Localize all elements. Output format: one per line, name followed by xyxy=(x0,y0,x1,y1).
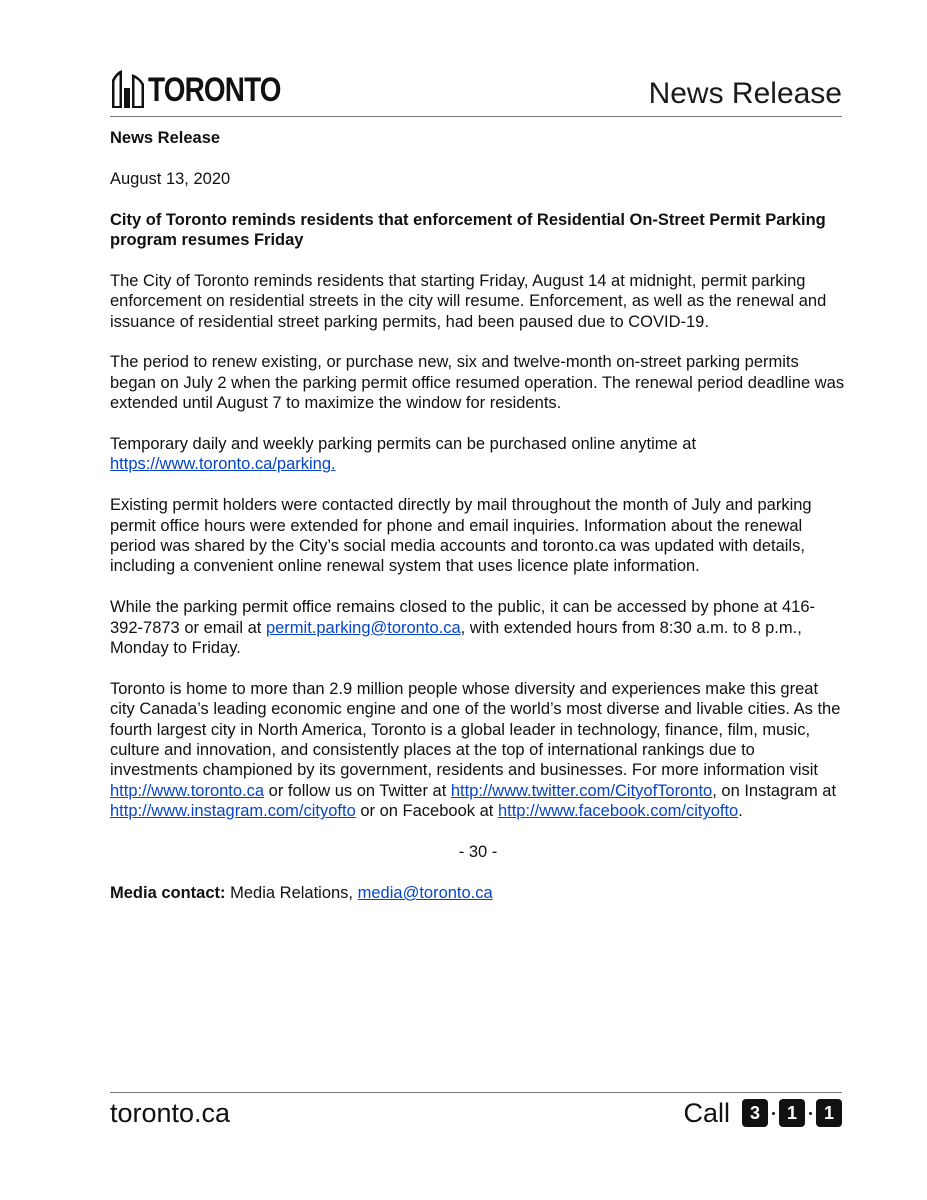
instagram-link[interactable]: http://www.instagram.com/cityofto xyxy=(110,802,356,821)
dot-separator-icon xyxy=(809,1112,812,1115)
paragraph-3-text: Temporary daily and weekly parking permits can be purchased online anytime at xyxy=(110,435,697,454)
footer-divider xyxy=(110,1092,842,1093)
paragraph-3 xyxy=(110,434,846,475)
footer-site: toronto.ca xyxy=(110,1098,231,1128)
media-contact xyxy=(110,883,846,903)
parking-link[interactable]: https://www.toronto.ca/parking. xyxy=(110,455,336,474)
toronto-logo xyxy=(110,62,310,108)
paragraph-5 xyxy=(110,597,846,658)
facebook-link[interactable]: http://www.facebook.com/cityofto xyxy=(497,802,739,821)
paragraph-6-text-c: , on Instagram at xyxy=(712,781,837,800)
release-label: News Release xyxy=(110,129,221,147)
call-311-badge xyxy=(683,1096,842,1130)
release-date: August 13, 2020 xyxy=(110,169,231,188)
call-digit-1: 3 xyxy=(742,1099,768,1127)
header-divider xyxy=(110,116,842,117)
call-digit-3: 1 xyxy=(816,1099,842,1127)
paragraph-1: The City of Toronto reminds residents that starting Friday, August 14 at midnight, permit parking enforcement on residential streets in the city will resume. Enforcement, as well as the renewal and issuance of residential street parking permits, had been paused due to COVID-19. xyxy=(110,271,827,331)
paragraph-4: Existing permit holders were contacted directly by mail throughout the month of July and parking permit office hours were extended for phone and email inquiries. Information about the renewal period was shared by the City’s social media accounts and toronto.ca was updated with details, including a convenient online renewal system that uses licence plate information. xyxy=(110,496,812,576)
paragraph-6 xyxy=(110,679,846,822)
call-digit-2: 1 xyxy=(779,1099,805,1127)
paragraph-2: The period to renew existing, or purchase new, six and twelve-month on-street parking permits began on July 2 when the parking permit office resumed operation. The renewal period deadline was extended until August 7 to maximize the window for residents. xyxy=(110,353,845,413)
paragraph-6-text-e: . xyxy=(738,802,743,821)
call-label: Call xyxy=(683,1098,730,1128)
toronto-site-link[interactable]: http://www.toronto.ca xyxy=(110,781,265,800)
paragraph-6-text-d: or on Facebook at xyxy=(360,802,494,821)
end-marker: - 30 - xyxy=(458,843,498,862)
twitter-link[interactable]: http://www.twitter.com/CityofToronto xyxy=(450,781,713,800)
city-hall-icon xyxy=(110,68,146,108)
media-contact-text: Media Relations, xyxy=(230,883,354,902)
paragraph-5-text: While the parking permit office remains closed to the public, it can be accessed by phone at 416-392-7873 or email at xyxy=(110,598,816,637)
paragraph-5-text-end: , with extended hours from 8:30 a.m. to 8 p.m., Monday to Friday. xyxy=(110,618,802,658)
media-email-link[interactable]: media@toronto.ca xyxy=(357,883,493,902)
permit-email-link[interactable]: permit.parking@toronto.ca xyxy=(265,618,461,637)
header-title: News Release xyxy=(648,77,842,110)
media-contact-label: Media contact: xyxy=(110,883,226,902)
paragraph-6-text: Toronto is home to more than 2.9 million people whose diversity and experiences make this great city Canada’s leading economic engine and one of the world’s most diverse and livable cities. As the fourth largest city in North America, Toronto is a global leader in technology, finance, film, music, culture and innovation, and consistently places at the top of international rankings due to investments championed by its government, residents and businesses. For more information visit xyxy=(110,679,841,780)
logo-wordmark: TORONTO xyxy=(148,71,281,109)
dot-separator-icon xyxy=(772,1112,775,1115)
release-body xyxy=(110,128,846,924)
paragraph-6-text-b: or follow us on Twitter at xyxy=(268,781,447,800)
release-headline: City of Toronto reminds residents that enforcement of Residential On-Street Permit Parking program resumes Friday xyxy=(110,210,826,249)
